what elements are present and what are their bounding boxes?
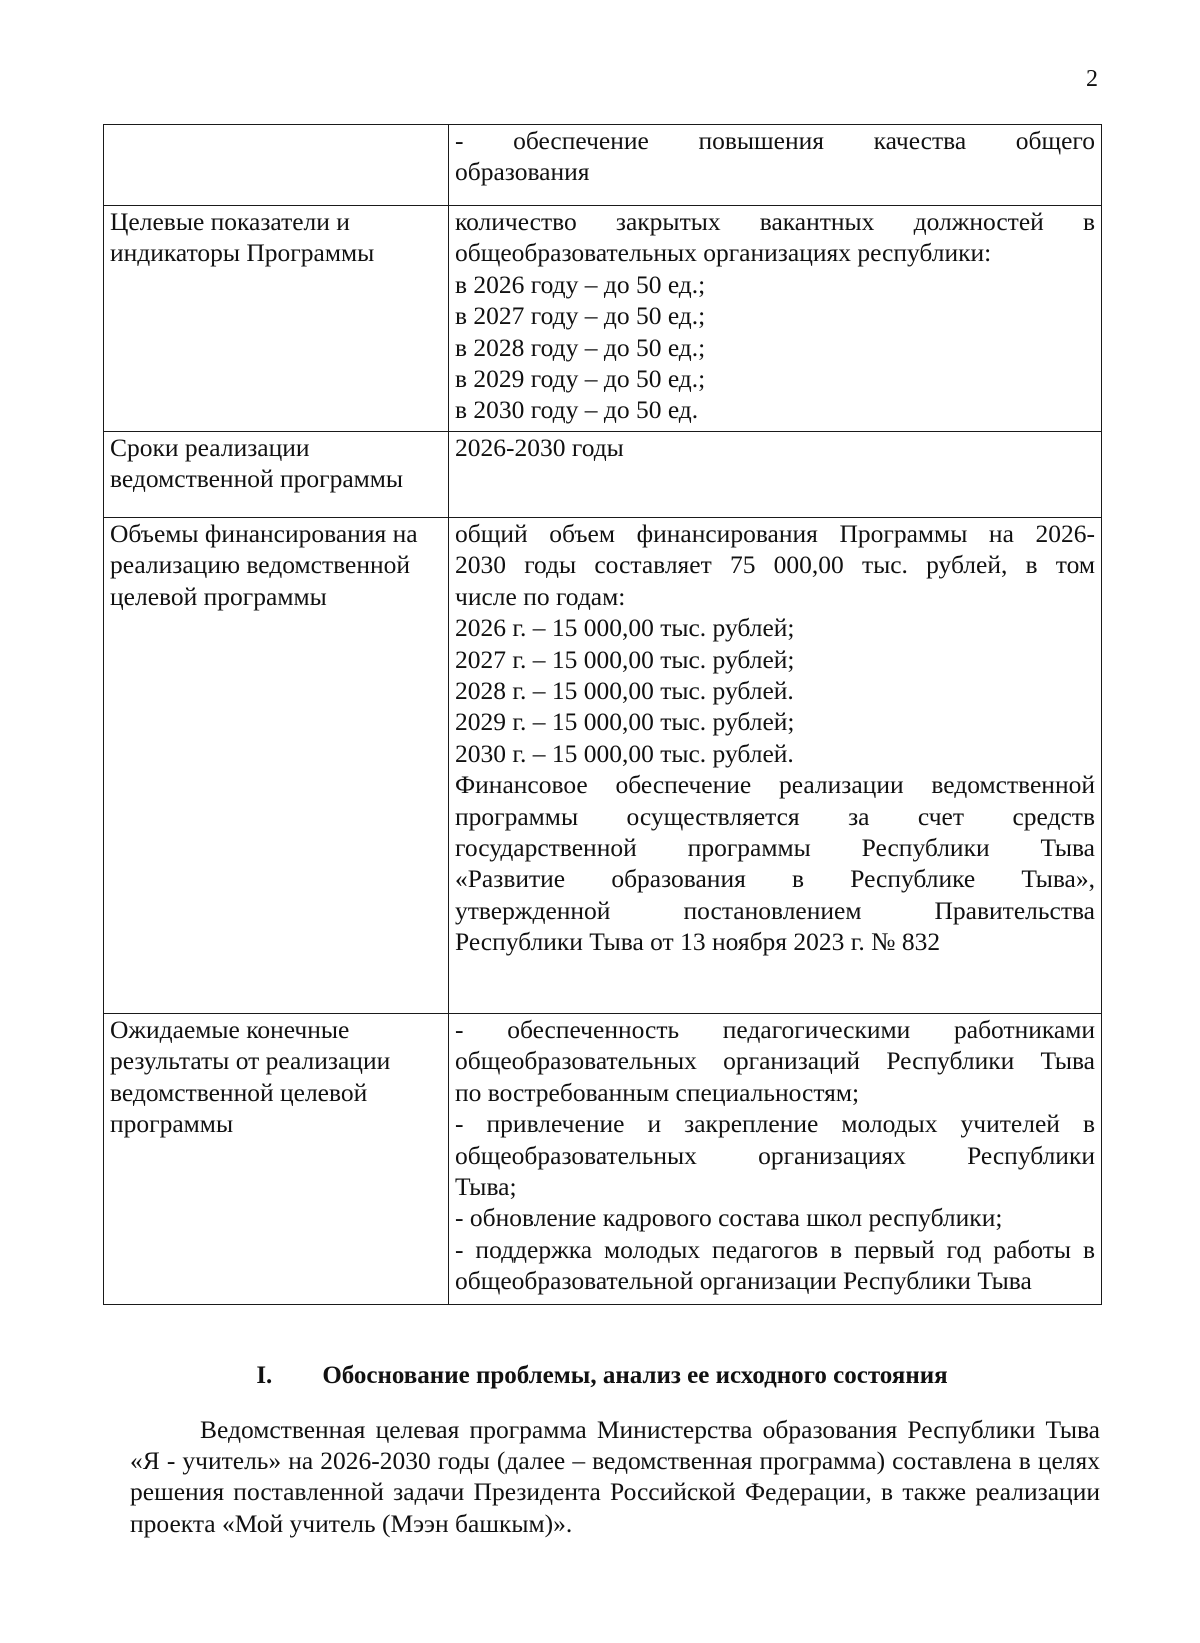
program-passport-table (103, 124, 1102, 1305)
indicator-item: в 2030 году – до 50 ед. (455, 395, 699, 425)
value-line: общеобразовательных организациях республики: (455, 238, 992, 268)
section-number: I. (256, 1362, 273, 1389)
value-line: - привлечение и закрепление молодых учителей в (455, 1109, 1095, 1139)
value-line: общий объем финансирования Программы на 2026- (455, 519, 1095, 548)
paragraph: Ведомственная целевая программа Министерства образования Республики Тыва «Я - учитель» на 2026-2030 годы (далее – ведомственная программа) составлена в целях решения поставленной задачи Президента Российской Федерации, в также реализации проекта «Мой учитель (Мээн башкым)». (130, 1415, 1100, 1538)
page-number: 2 (1086, 66, 1098, 92)
value-line: программы осуществляется за счет средств (455, 801, 1095, 831)
funding-item: 2027 г. – 15 000,00 тыс. рублей; (455, 644, 795, 674)
table-row (104, 125, 1102, 206)
value-line: общеобразовательных организаций Республики Тыва (455, 1046, 1095, 1076)
row-label: Ожидаемые конечные результаты от реализации ведомственной целевой программы (104, 1014, 449, 1305)
row-value (449, 1014, 1102, 1305)
value-line: «Развитие образования в Республике Тыва», (455, 864, 1095, 894)
indicator-item: в 2029 году – до 50 ед.; (455, 364, 706, 394)
body-text (130, 1414, 1100, 1539)
row-value (449, 206, 1102, 432)
value-line: общеобразовательной организации Республики Тыва (455, 1266, 1032, 1296)
row-label: Объемы финансирования на реализацию ведомственной целевой программы (104, 518, 449, 1014)
value-line: - обеспеченность педагогическими работниками (455, 1015, 1095, 1044)
row-value: 2026-2030 годы (449, 432, 1102, 518)
indicator-item: в 2028 году – до 50 ед.; (455, 332, 706, 362)
value-line: Республики Тыва от 13 ноября 2023 г. № 832 (455, 927, 941, 957)
value-line: числе по годам: (455, 581, 626, 611)
value-line: - поддержка молодых педагогов в первый год работы в (455, 1234, 1095, 1264)
value-line: - обновление кадрового состава школ республики; (455, 1203, 1003, 1233)
value-line: государственной программы Республики Тыва (455, 833, 1095, 863)
row-label: Сроки реализации ведомственной программы (104, 432, 449, 518)
section-heading (103, 1362, 1101, 1390)
funding-item: 2029 г. – 15 000,00 тыс. рублей; (455, 707, 795, 737)
row-value (449, 518, 1102, 1014)
value-line: - обеспечение повышения качества общего (455, 126, 1095, 155)
funding-item: 2030 г. – 15 000,00 тыс. рублей. (455, 738, 794, 768)
row-label: Целевые показатели и индикаторы Программы (104, 206, 449, 432)
section-title: Обоснование проблемы, анализ ее исходного состояния (322, 1362, 948, 1389)
value-line: количество закрытых вакантных должностей в (455, 207, 1095, 236)
value-line: по востребованным специальностям; (455, 1077, 860, 1107)
table-row (104, 432, 1102, 518)
value-line: Тыва; (455, 1172, 517, 1202)
row-label (104, 125, 449, 206)
funding-item: 2026 г. – 15 000,00 тыс. рублей; (455, 613, 795, 643)
table-row (104, 206, 1102, 432)
table-row (104, 1014, 1102, 1305)
table-row (104, 518, 1102, 1014)
value-line: общеобразовательных организациях Республики (455, 1140, 1095, 1170)
value-line: образования (455, 157, 590, 187)
value-line: Финансовое обеспечение реализации ведомственной (455, 770, 1095, 800)
indicator-item: в 2027 году – до 50 ед.; (455, 301, 706, 331)
value-line: 2030 годы составляет 75 000,00 тыс. рублей, в том (455, 550, 1095, 580)
funding-item: 2028 г. – 15 000,00 тыс. рублей. (455, 676, 794, 706)
row-value (449, 125, 1102, 206)
indicator-item: в 2026 году – до 50 ед.; (455, 269, 706, 299)
value-line: утвержденной постановлением Правительства (455, 895, 1095, 925)
